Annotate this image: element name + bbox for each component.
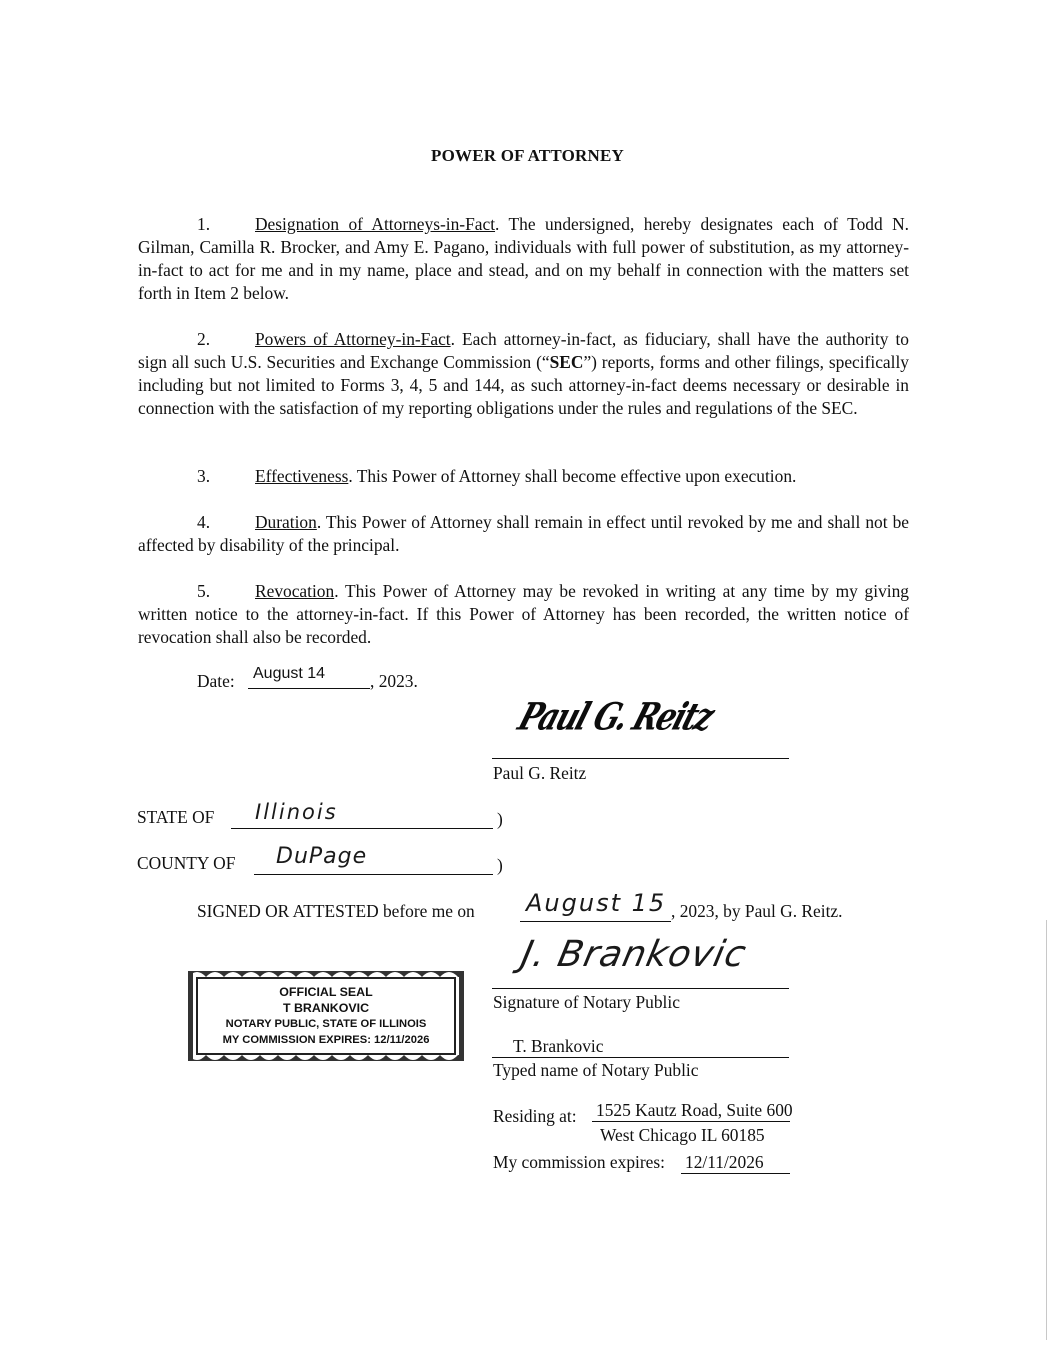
- notary-typed-name: T. Brankovic: [513, 1036, 604, 1056]
- residing-label: Residing at:: [493, 1106, 577, 1126]
- sec-abbreviation: SEC: [549, 352, 584, 372]
- county-field: [254, 844, 493, 875]
- paragraph-heading: Effectiveness: [255, 466, 349, 486]
- county-paren: ): [497, 855, 503, 875]
- typed-name-label: Typed name of Notary Public: [493, 1060, 699, 1080]
- paragraph-text: . Each attorney-in-fact, as fiduciary, shall have the authority to sign all such U.S. Securities and Exchange Commission (“: [138, 329, 910, 372]
- seal-notary-name: T BRANKOVIC: [282, 1001, 370, 1015]
- principal-signature: Paul G. Reitz: [512, 695, 718, 740]
- paragraph-3: [138, 465, 909, 488]
- paragraph-2: [138, 328, 909, 420]
- notary-signature-label: Signature of Notary Public: [493, 992, 680, 1012]
- attestation-date-field: [520, 889, 671, 922]
- seal-expiration: MY COMMISSION EXPIRES: 12/11/2026: [222, 1034, 430, 1046]
- official-seal-stamp: [188, 967, 464, 1065]
- paragraph-number: 2.: [197, 329, 211, 349]
- paragraph-heading: Powers of Attorney-in-Fact: [255, 329, 451, 349]
- typed-name-field: [492, 1036, 789, 1058]
- paragraph-heading: Revocation: [255, 581, 335, 601]
- paragraph-text: . This Power of Attorney shall remain in effect until revoked by me and shall not be affected by disability of the principal.: [138, 512, 909, 555]
- state-label: STATE OF: [137, 807, 215, 827]
- date-value: August 14: [253, 665, 326, 682]
- county-value: DuPage: [276, 844, 368, 869]
- state-value: Illinois: [255, 800, 338, 824]
- address-line1: 1525 Kautz Road, Suite 600: [596, 1100, 793, 1120]
- seal-top-border-icon: [188, 967, 464, 977]
- paragraph-heading: Designation of Attorneys-in-Fact: [255, 214, 496, 234]
- address-line1-field: [592, 1100, 793, 1122]
- paragraph-1: [138, 213, 909, 305]
- address-line2: West Chicago IL 60185: [600, 1125, 765, 1145]
- county-label: COUNTY OF: [137, 853, 236, 873]
- commission-date: 12/11/2026: [685, 1152, 764, 1172]
- paragraph-4: [138, 511, 909, 557]
- paragraph-number: 5.: [197, 581, 211, 601]
- paragraph-heading: Duration: [255, 512, 317, 532]
- date-field: [248, 664, 370, 689]
- principal-signature-line: [492, 695, 789, 759]
- paragraph-text: . This Power of Attorney shall become effective upon execution.: [348, 466, 797, 486]
- date-label: Date:: [197, 671, 235, 691]
- paragraph-number: 4.: [197, 512, 211, 532]
- notary-signature: J. Brankovic: [517, 934, 751, 975]
- attestation-suffix: , 2023, by Paul G. Reitz.: [671, 901, 843, 921]
- date-year: , 2023.: [370, 671, 418, 691]
- paragraph-number: 1.: [197, 214, 211, 234]
- commission-date-field: [681, 1152, 790, 1174]
- paragraph-number: 3.: [197, 466, 211, 486]
- paragraph-5: [138, 580, 909, 649]
- seal-jurisdiction: NOTARY PUBLIC, STATE OF ILLINOIS: [225, 1018, 427, 1030]
- document-title: POWER OF ATTORNEY: [431, 146, 624, 165]
- notary-signature-line: [492, 930, 789, 989]
- seal-title: OFFICIAL SEAL: [279, 985, 373, 999]
- paragraph-text: ”) reports, forms and other filings, specifically including but not limited to Forms 3, 4, 5 and 144, as such attorney-in-fact deems necessary or desirable in connection with the satisfaction of my reporting obligations under the rules and regulations of the SEC.: [138, 352, 910, 418]
- state-paren: ): [497, 809, 503, 829]
- state-field: [231, 800, 493, 829]
- seal-bottom-border-icon: [188, 1055, 464, 1065]
- scan-edge-artifact: [1046, 920, 1047, 1340]
- attestation-prefix: SIGNED OR ATTESTED before me on: [197, 901, 475, 921]
- attestation-date: August 15: [526, 889, 667, 917]
- principal-name: Paul G. Reitz: [493, 763, 587, 783]
- paragraph-text: . This Power of Attorney may be revoked in writing at any time by my giving written notice to the attorney-in-fact. If this Power of Attorney has been recorded, the written notice of revocation shall also be recorded.: [138, 581, 909, 647]
- commission-label: My commission expires:: [493, 1152, 665, 1172]
- paragraph-text: . The undersigned, hereby designates each of Todd N. Gilman, Camilla R. Brocker, and Amy E. Pagano, individuals with full power of substitution, as my attorney-in-fact to act for me and in my name, place and stead, and on my behalf in connection with the matters set forth in Item 2 below.: [138, 214, 909, 303]
